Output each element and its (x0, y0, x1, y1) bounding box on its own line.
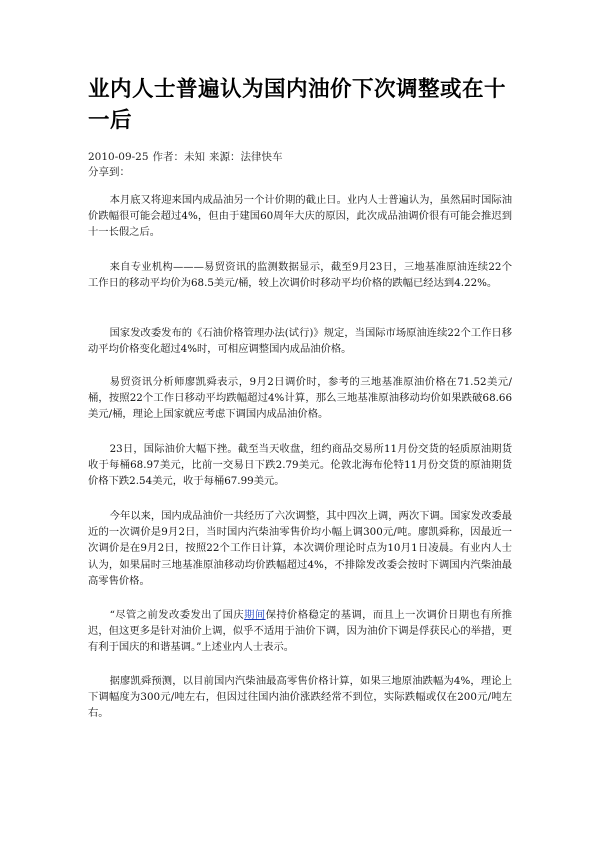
quote-paragraph (88, 607, 512, 656)
article-author: 未知 (184, 151, 206, 163)
paragraph: 来自专业机构———易贸资讯的监测数据显示，截至9月23日，三地基准原油连续22个工作日的移动平均价为68.5美元/桶，较上次调价时移动平均价格的跌幅已经达到4.22%。 (88, 261, 512, 290)
paragraph: 23日，国际油价大幅下挫。截至当天收盘，纽约商品交易所11月份交货的轻质原油期货收于每桶68.97美元，比前一交易日下跌2.79美元。伦敦北海布伦特11月份交货的原油期货价格下跌2.54美元，收于每桶67.99美元。 (88, 443, 512, 488)
quote-text-after: 保持价格稳定的基调，而且上一次调价日期也有所推迟，但这更多是针对油价上调，似乎不适用于油价下调，因为油价下调是俘获民心的举措，更有利于国庆的和谐基调。”上述业内人士表示。 (88, 609, 513, 654)
quote-text-before: “尽管之前发改委发出了国庆 (109, 609, 245, 621)
article-meta (88, 150, 518, 165)
source-label: 来源： (209, 151, 241, 163)
paragraph: 今年以来，国内成品油价一共经历了六次调整，其中四次上调，两次下调。国家发改委最近的一次调价是9月2日，当时国内汽柴油零售价均小幅上调300元/吨。廖凯舜称，因最近一次调价是在9月2日，按照22个工作日计算，本次调价理论时点为10月1日凌晨。有业内人士认为，如果届时三地基准原油移动均价跌幅超过4%，不排除发改委会按时下调国内汽柴油最高零售价格。 (88, 510, 512, 587)
share-label: 分享到： (88, 166, 130, 178)
article-title: 业内人士普遍认为国内油价下次调整或在十一后 (88, 77, 507, 133)
article-source: 法律快车 (240, 151, 283, 163)
article-date: 2010-09-25 (88, 151, 149, 163)
paragraph: 易贸资讯分析师廖凯舜表示，9月2日调价时，参考的三地基准原油价格在71.52美元/桶，按照22个工作日移动平均跌幅超过4%计算，那么三地基准原油移动均价如果跌破68.66美元/桶，理论上国家就应考虑下调国内成品油价格。 (88, 376, 512, 421)
inline-link[interactable]: 期间 (244, 609, 266, 621)
paragraph: 本月底又将迎来国内成品油另一个计价期的截止日。业内人士普遍认为，虽然届时国际油价跌幅很可能会超过4%，但由于建国60周年大庆的原因，此次成品油调价很有可能会推迟到十一长假之后。 (88, 194, 512, 239)
paragraph: 据廖凯舜预测，以目前国内汽柴油最高零售价格计算，如果三地原油跌幅为4%，理论上下调幅度为300元/吨左右，但因过往国内油价涨跌经常不到位，实际跌幅或仅在200元/吨左右。 (88, 675, 512, 720)
author-label: 作者： (152, 151, 185, 163)
paragraph: 国家发改委发布的《石油价格管理办法(试行)》规定，当国际市场原油连续22个工作日移动平均价格变化超过4%时，可相应调整国内成品油价格。 (88, 327, 512, 356)
